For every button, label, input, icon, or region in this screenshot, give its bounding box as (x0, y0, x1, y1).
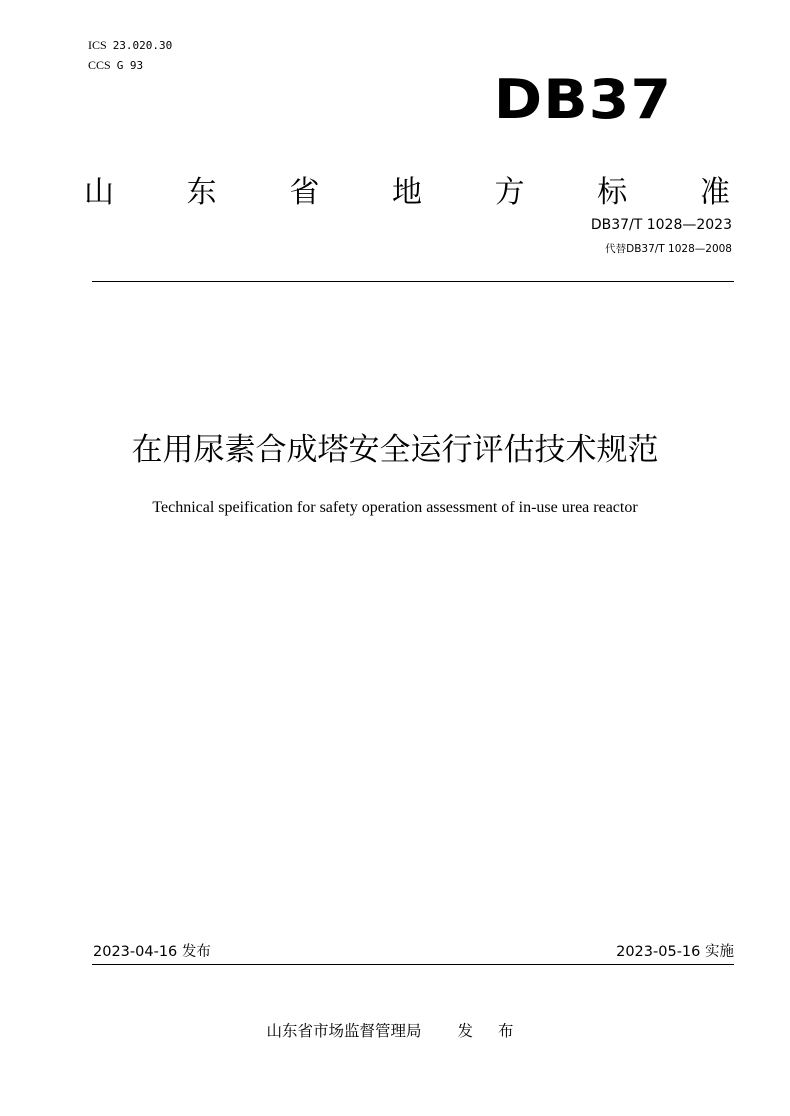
footer-divider (92, 964, 734, 965)
standard-mark: DB37 (493, 68, 672, 131)
issuer-name: 山东省市场监督管理局 (266, 1022, 422, 1040)
ics-value: 23.020.30 (112, 39, 173, 52)
standard-type-char: 省 (289, 175, 320, 210)
replaces-standard: 代替DB37/T 1028—2008 (605, 243, 732, 255)
document-title: 在用尿素合成塔安全运行评估技术规范 (131, 432, 659, 468)
standard-type-char: 准 (699, 175, 730, 210)
standard-type-char: 山 (84, 175, 114, 210)
ccs-code (88, 58, 143, 73)
ics-code (88, 38, 172, 53)
ccs-value: G 93 (116, 59, 144, 72)
standard-number: DB37/T 1028—2023 (590, 217, 732, 233)
document-title-english: Technical speification for safety operation assessment of in-use urea reactor (152, 499, 638, 516)
standard-type-char: 标 (597, 175, 628, 210)
ccs-label: CCS (88, 58, 111, 72)
publish-date: 2023-04-16 发布 (93, 944, 211, 960)
standard-type-char: 地 (391, 175, 422, 210)
implement-date: 2023-05-16 实施 (616, 944, 734, 960)
issuer-action: 发 布 (457, 1022, 524, 1040)
issuer-line (0, 1020, 790, 1042)
ics-label: ICS (88, 38, 107, 52)
standard-type-char: 东 (186, 175, 217, 210)
header-divider (92, 281, 734, 282)
standard-type-char: 方 (494, 175, 525, 210)
standard-type-title (84, 173, 730, 213)
